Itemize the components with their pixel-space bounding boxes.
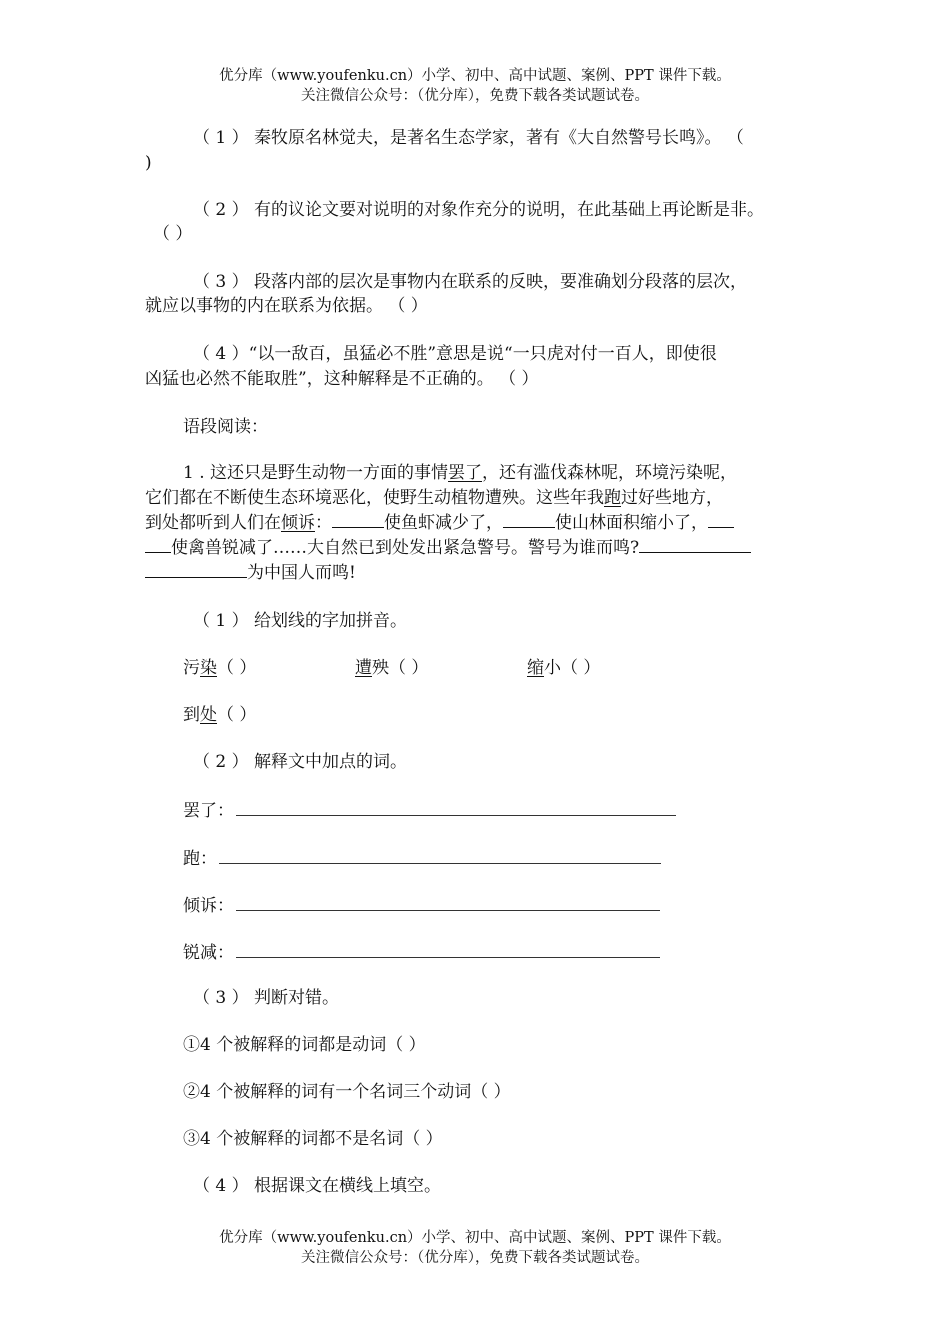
q-judge-title: （ 3 ） 判断对错。	[193, 988, 340, 1008]
char: 到	[183, 705, 200, 725]
explain-label: 锐减：	[183, 943, 234, 963]
section-title: 语段阅读：	[183, 417, 268, 437]
q-explain-title: （ 2 ） 解释文中加点的词。	[193, 752, 408, 772]
page-header	[0, 66, 950, 106]
passage-text: 使山林面积缩小了，	[555, 513, 708, 533]
judge-q3-line2: 就应以事物的内在联系为依据。 （ ）	[145, 296, 428, 316]
answer-paren[interactable]: （ ）	[217, 705, 257, 725]
passage-text: 使禽兽锐减了……大自然已到处发出紧急警号。警号为谁而鸣?	[171, 538, 640, 558]
header-line-1: 优分库（www.youfenku.cn）小学、初中、高中试题、案例、PPT 课件下载。	[219, 68, 731, 84]
judge-q3-line1: （ 3 ） 段落内部的层次是事物内在联系的反映，要准确划分段落的层次，	[193, 272, 748, 292]
pinyin-item-wuran	[183, 656, 256, 681]
pinyin-item-suoxiao	[527, 656, 600, 681]
char: 小	[544, 658, 561, 678]
passage-line-2	[145, 486, 723, 511]
pinyin-item-daochu	[183, 703, 256, 728]
q-pinyin-title: （ 1 ） 给划线的字加拼音。	[193, 611, 408, 631]
passage-line-1	[183, 461, 737, 486]
explain-label: 跑：	[183, 849, 217, 869]
judge-q1-line1: （ 1 ） 秦牧原名林觉夫，是著名生态学家，著有《大自然警号长鸣》。 （	[193, 128, 744, 148]
underlined-word-pao: 跑	[604, 488, 621, 508]
fill-blank-4-cont[interactable]	[145, 561, 247, 578]
passage-line-3	[145, 511, 734, 536]
judge-q2-line2: （ ）	[153, 224, 193, 244]
underlined-char: 遭	[355, 658, 372, 678]
passage-line-5	[145, 561, 356, 586]
footer-line-1: 优分库（www.youfenku.cn）小学、初中、高中试题、案例、PPT 课件下载。	[219, 1230, 731, 1246]
passage-text: 1 . 这还只是野生动物一方面的事情	[183, 463, 449, 483]
answer-paren[interactable]: （ ）	[389, 658, 429, 678]
fill-blank-2[interactable]	[503, 511, 555, 528]
fill-blank-4[interactable]	[639, 536, 751, 553]
char: 污	[183, 658, 200, 678]
judge-item-1: ①4 个被解释的词都是动词（ ）	[183, 1035, 426, 1055]
passage-text: ，还有滥伐森林呢，环境污染呢，	[482, 463, 738, 483]
fill-blank-1[interactable]	[332, 511, 384, 528]
q-fill-title: （ 4 ） 根据课文在横线上填空。	[193, 1176, 442, 1196]
explain-row-bale	[183, 797, 676, 824]
explain-row-ruijian	[183, 939, 660, 966]
underlined-word-qingsu: 倾诉	[281, 513, 315, 533]
fill-blank-3[interactable]	[708, 511, 734, 528]
passage-text: 到处都听到人们在	[145, 513, 281, 533]
judge-q2-line1: （ 2 ） 有的议论文要对说明的对象作充分的说明，在此基础上再论断是非。	[193, 200, 765, 220]
passage-text: 过好些地方，	[621, 488, 723, 508]
explain-label: 罢了：	[183, 801, 234, 821]
footer-line-2: 关注微信公众号：（优分库），免费下载各类试题试卷。	[301, 1250, 649, 1266]
underlined-char: 处	[200, 705, 217, 725]
passage-line-4	[145, 536, 751, 561]
underlined-word-bale: 罢了	[448, 463, 483, 483]
pinyin-item-zaoyang	[355, 656, 428, 681]
judge-q1-line2: )	[145, 153, 152, 173]
answer-line[interactable]	[236, 939, 660, 958]
answer-line[interactable]	[236, 797, 676, 816]
header-line-2: 关注微信公众号：（优分库），免费下载各类试题试卷。	[301, 88, 649, 104]
judge-q4-line2: 凶猛也必然不能取胜”，这种解释是不正确的。 （ ）	[145, 369, 539, 389]
underlined-char: 缩	[527, 658, 544, 678]
judge-item-3: ③4 个被解释的词都不是名词（ ）	[183, 1129, 443, 1149]
passage-text: ：	[315, 513, 332, 533]
judge-item-2: ②4 个被解释的词有一个名词三个动词（ ）	[183, 1082, 511, 1102]
char: 殃	[372, 658, 389, 678]
answer-line[interactable]	[219, 845, 661, 864]
passage-text: 使鱼虾减少了，	[384, 513, 503, 533]
explain-row-qingsu	[183, 892, 660, 919]
page-footer	[0, 1228, 950, 1268]
passage-text: 它们都在不断使生态环境恶化，使野生动植物遭殃。这些年我	[145, 488, 604, 508]
explain-label: 倾诉：	[183, 896, 234, 916]
passage-text: 为中国人而鸣!	[247, 563, 356, 583]
answer-line[interactable]	[236, 892, 660, 911]
judge-q4-line1: （ 4 ）“以一敌百，虽猛必不胜”意思是说“一只虎对付一百人，即使很	[193, 344, 717, 364]
underlined-char: 染	[200, 658, 217, 678]
answer-paren[interactable]: （ ）	[561, 658, 601, 678]
answer-paren[interactable]: （ ）	[217, 658, 257, 678]
explain-row-pao	[183, 845, 661, 872]
fill-blank-3-cont[interactable]	[145, 536, 171, 553]
